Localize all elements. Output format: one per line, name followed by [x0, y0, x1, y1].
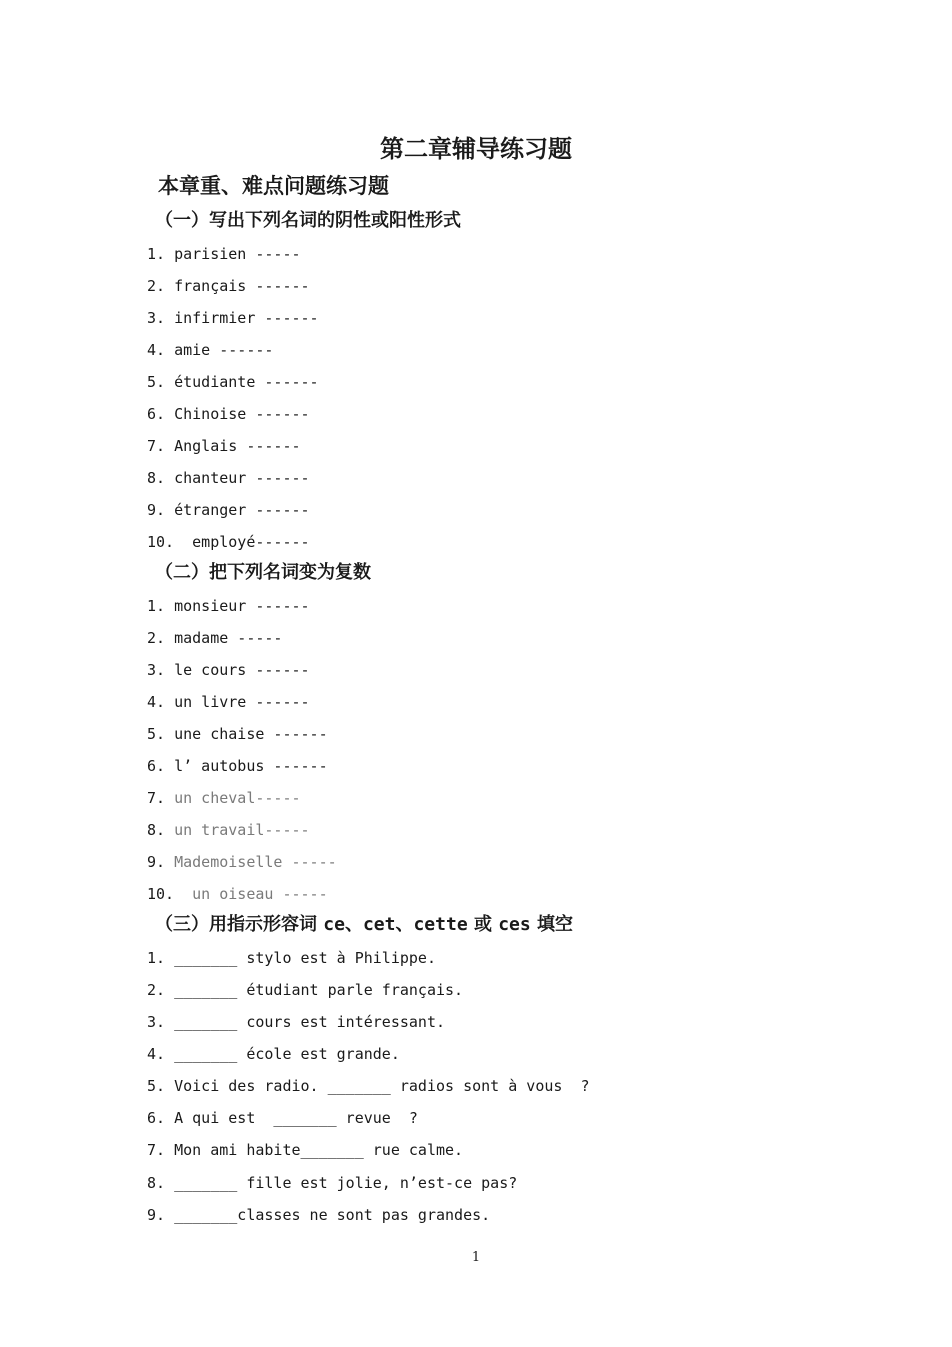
list-item: 10. employé------ — [147, 533, 310, 551]
list-item: 1. parisien ----- — [147, 245, 301, 263]
section-heading-3: （三）用指示形容词 ce、cet、cette 或 ces 填空 — [155, 914, 574, 935]
section-heading-1: （一）写出下列名词的阴性或阳性形式 — [155, 210, 461, 231]
list-item: 6. Chinoise ------ — [147, 405, 310, 423]
list-item: 2. français ------ — [147, 277, 310, 295]
list-item: 4. _______ école est grande. — [147, 1045, 400, 1063]
page-number: 1 — [471, 1250, 481, 1265]
list-item: 7. un cheval----- — [147, 789, 301, 807]
list-item: 8. _______ fille est jolie, n’est-ce pas? — [147, 1174, 518, 1192]
section-heading-2: （二）把下列名词变为复数 — [155, 562, 371, 583]
list-item: 4. amie ------ — [147, 341, 274, 359]
list-item: 8. un travail----- — [147, 821, 310, 839]
subtitle: 本章重、难点问题练习题 — [158, 173, 389, 198]
list-item: 8. chanteur ------ — [147, 469, 310, 487]
list-item: 3. _______ cours est intéressant. — [147, 1013, 446, 1031]
list-item: 3. infirmier ------ — [147, 309, 319, 327]
list-item: 2. _______ étudiant parle français. — [147, 981, 464, 999]
list-item: 4. un livre ------ — [147, 693, 310, 711]
list-item: 7. Mon ami habite_______ rue calme. — [147, 1141, 464, 1159]
page-title: 第二章辅导练习题 — [380, 134, 572, 163]
list-item: 2. madame ----- — [147, 629, 283, 647]
list-item: 6. A qui est _______ revue ? — [147, 1109, 418, 1127]
list-item: 7. Anglais ------ — [147, 437, 301, 455]
list-item: 10. un oiseau ----- — [147, 885, 328, 903]
list-item: 5. étudiante ------ — [147, 373, 319, 391]
list-item: 5. Voici des radio. _______ radios sont à vous ? — [147, 1077, 590, 1095]
list-item: 9. étranger ------ — [147, 501, 310, 519]
list-item: 6. l’ autobus ------ — [147, 757, 328, 775]
list-item: 3. le cours ------ — [147, 661, 310, 679]
list-item: 1. monsieur ------ — [147, 597, 310, 615]
list-item: 5. une chaise ------ — [147, 725, 328, 743]
list-item: 9. _______classes ne sont pas grandes. — [147, 1206, 491, 1224]
list-item: 9. Mademoiselle ----- — [147, 853, 337, 871]
list-item: 1. _______ stylo est à Philippe. — [147, 949, 436, 967]
